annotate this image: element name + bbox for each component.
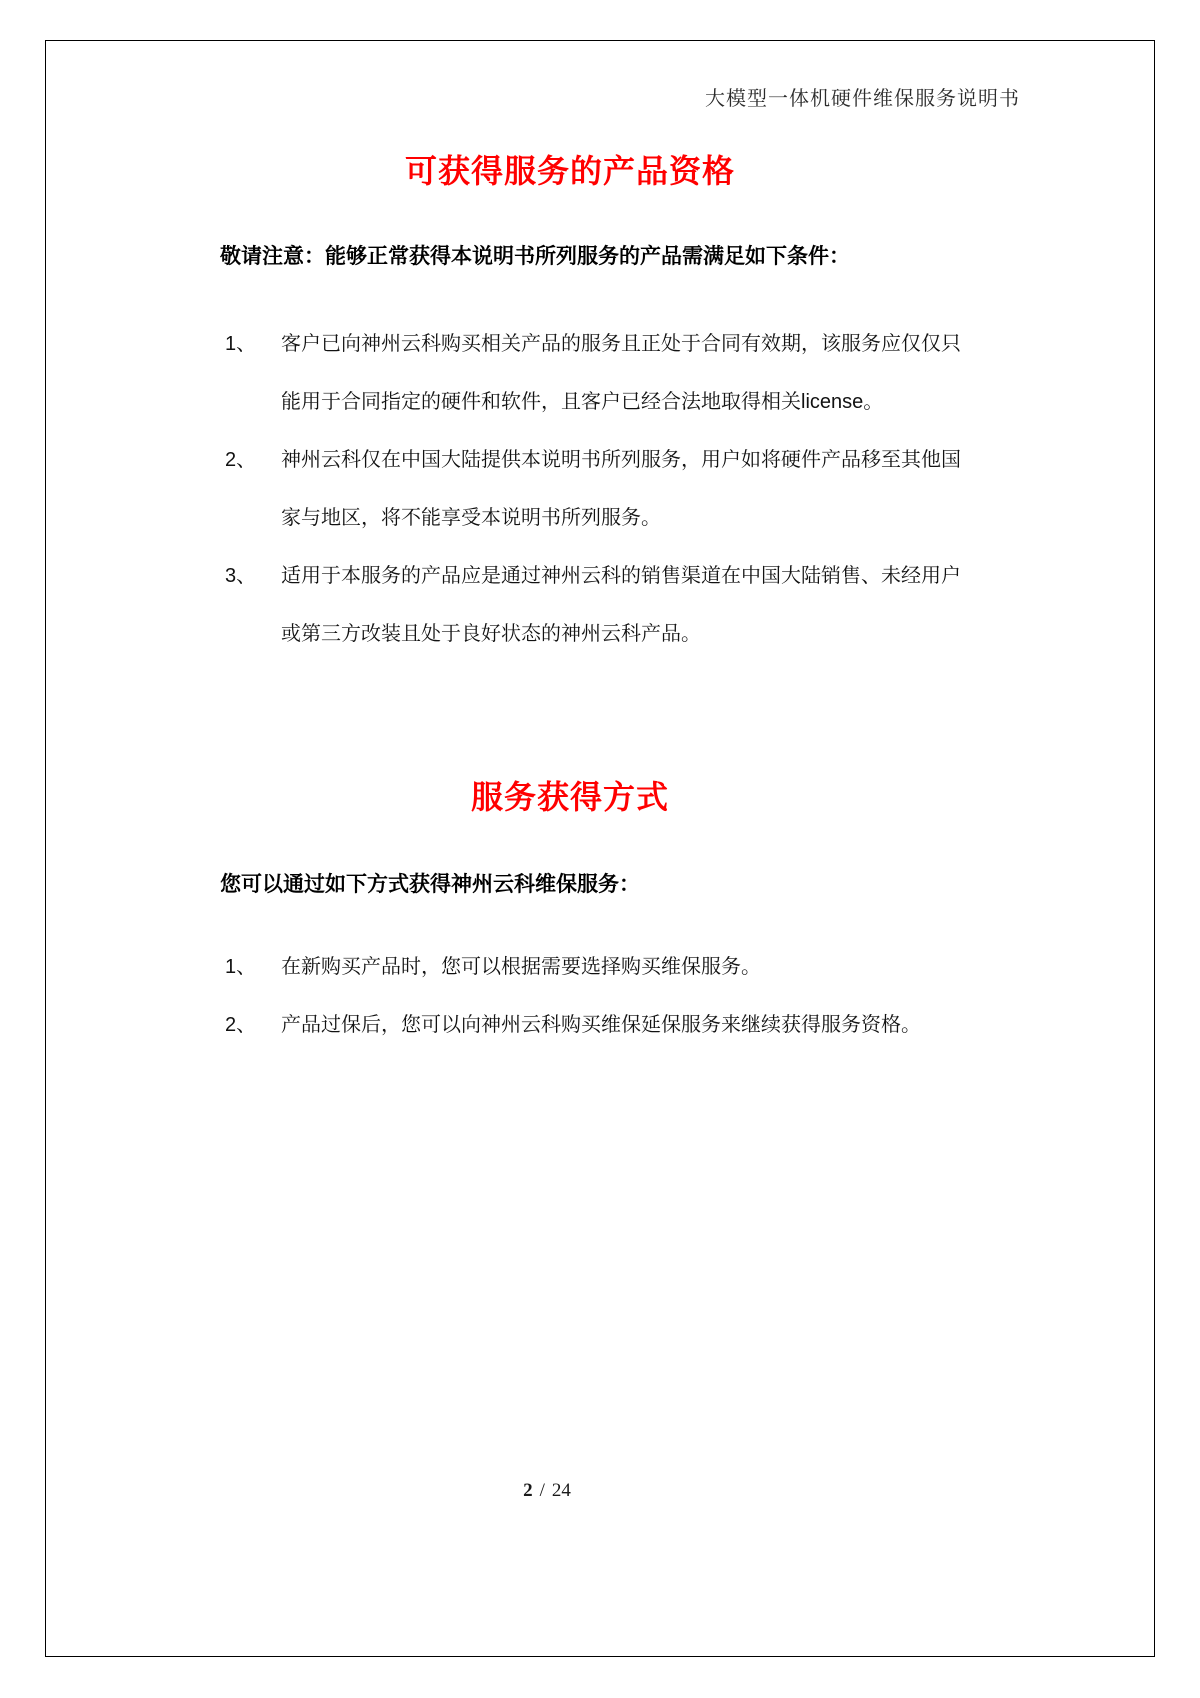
total-page-count: 24: [551, 1480, 571, 1501]
section-title-how-to-obtain-service: 服务获得方式: [470, 779, 669, 815]
page-header: [705, 82, 1020, 111]
list-item-text: 产品过保后，您可以向神州云科购买维保延保服务来继续获得服务资格。: [281, 1014, 921, 1036]
list-item: [225, 431, 965, 547]
list-item: [225, 996, 965, 1054]
page-number-separator: /: [539, 1480, 545, 1501]
section2-list: [225, 938, 965, 1054]
page-footer: [0, 1480, 1094, 1502]
list-item-number: 2、: [225, 1014, 257, 1036]
list-item-text: 适用于本服务的产品应是通过神州云科的销售渠道在中国大陆销售、未经用户或第三方改装且处于良好状态的神州云科产品。: [281, 565, 961, 645]
list-item: [225, 938, 965, 996]
header-title: 大模型一体机硬件维保服务说明书: [705, 88, 1020, 110]
list-item-text: 客户已向神州云科购买相关产品的服务且正处于合同有效期，该服务应仅仅只能用于合同指定的硬件和软件，且客户已经合法地取得相关license。: [281, 333, 961, 413]
list-item-number: 1、: [225, 333, 257, 355]
list-item: [225, 547, 965, 663]
section1-list: [225, 315, 965, 663]
page-border: [45, 40, 1155, 1657]
list-item-text: 在新购买产品时，您可以根据需要选择购买维保服务。: [281, 956, 761, 978]
list-item: [225, 315, 965, 431]
current-page-number: 2: [523, 1480, 533, 1501]
section2-intro-text: 您可以通过如下方式获得神州云科维保服务：: [220, 873, 640, 896]
section-title-product-eligibility: 可获得服务的产品资格: [404, 153, 735, 189]
list-item-number: 3、: [225, 565, 257, 587]
list-item-number: 2、: [225, 449, 257, 471]
list-item-number: 1、: [225, 956, 257, 978]
section1-intro-text: 敬请注意：能够正常获得本说明书所列服务的产品需满足如下条件：: [220, 245, 850, 268]
list-item-text: 神州云科仅在中国大陆提供本说明书所列服务，用户如将硬件产品移至其他国家与地区，将不能享受本说明书所列服务。: [281, 449, 961, 529]
